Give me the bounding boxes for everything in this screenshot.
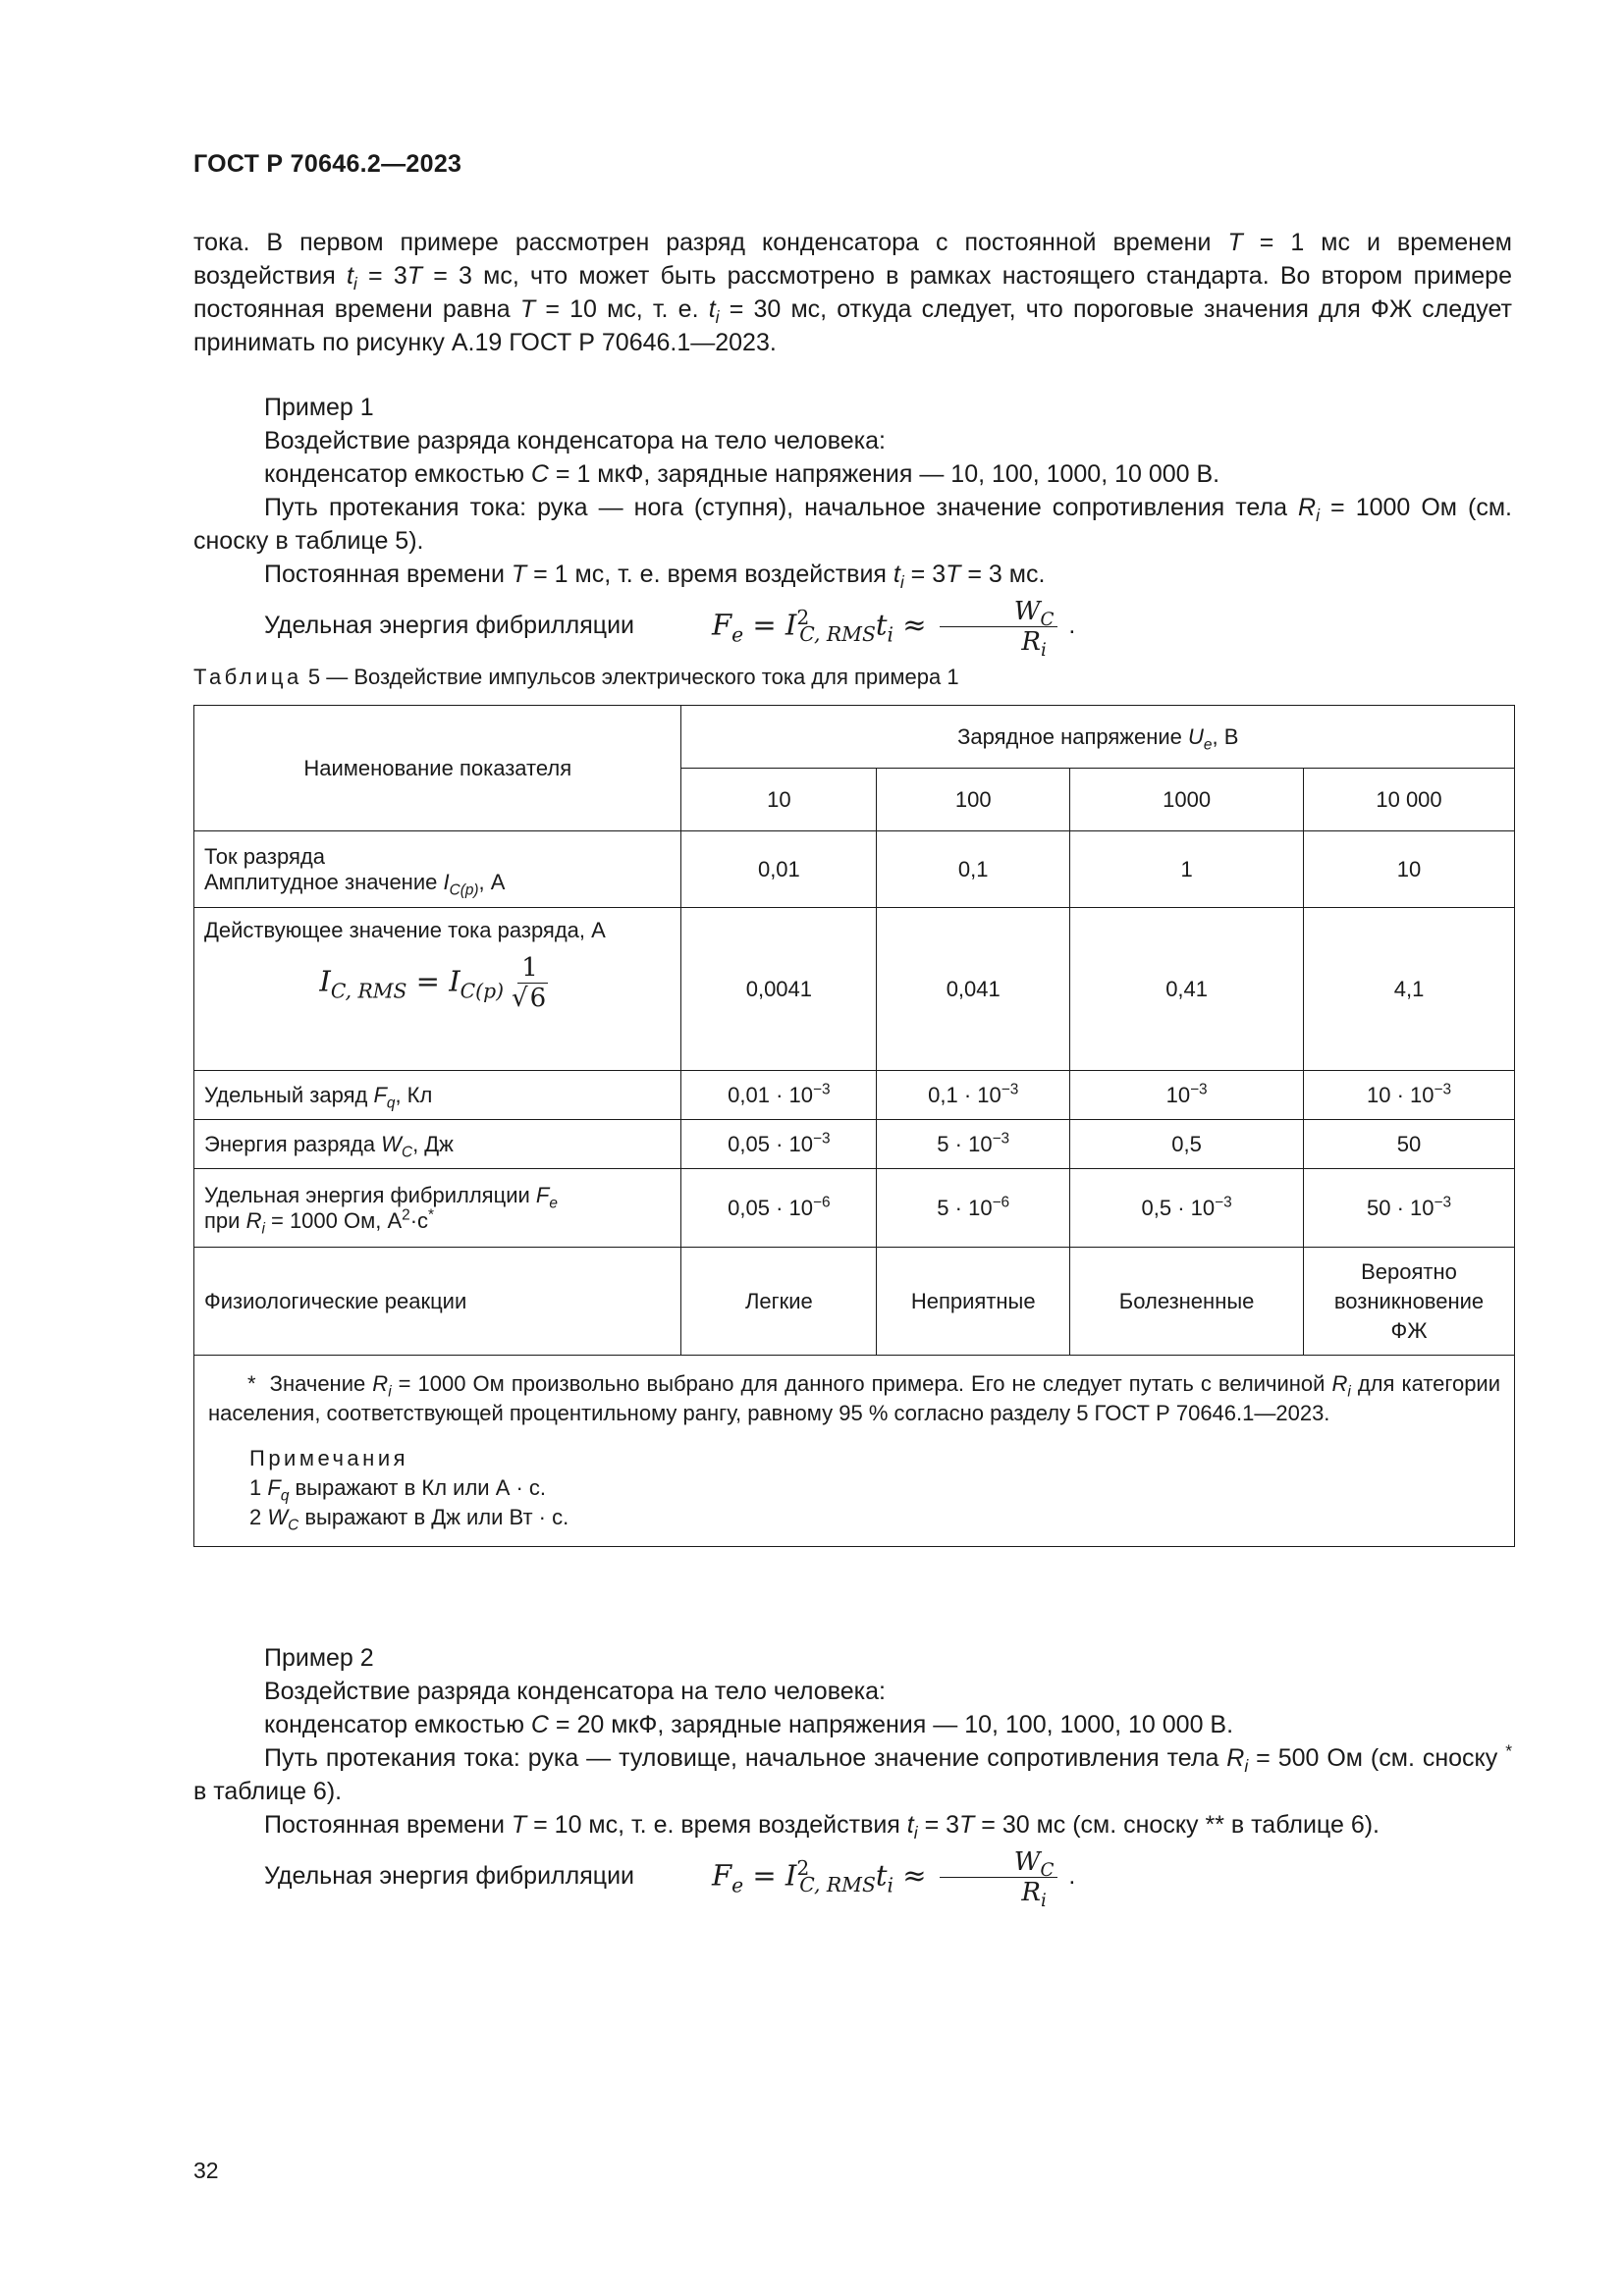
table-row — [194, 831, 1515, 908]
example-1 — [193, 391, 1512, 662]
cell: $5 \cdot 10^{-3}$ — [877, 1120, 1070, 1169]
cell: 0,01 — [681, 831, 877, 908]
example-1-formula-line: Удельная энергия фибрилляции $F_e = I^2_{C, RMS}t_i$ ≈ $\frac{W_C}{R_i}$ . — [264, 597, 1076, 662]
example-2-line2: конденсатор емкостью C = 20 мкФ, зарядные напряжения — 10, 100, 1000, 10 000 В. — [264, 1711, 1234, 1738]
cell: 0,041 — [877, 908, 1070, 1071]
cell: $0,01 \cdot 10^{-3}$ — [681, 1071, 877, 1120]
notes-title: Примечания — [249, 1446, 409, 1470]
example-2-title: Пример 2 — [264, 1644, 374, 1672]
table-row — [194, 1071, 1515, 1120]
cell: $0,05 \cdot 10^{-6}$ — [681, 1169, 877, 1248]
cell: 1 — [1070, 831, 1304, 908]
table-row — [194, 1120, 1515, 1169]
example-2 — [193, 1641, 1512, 1912]
example-1-title: Пример 1 — [264, 394, 374, 421]
note-2: 2 $W_C$ выражают в Дж или Вт · с. — [249, 1505, 569, 1534]
table-row — [194, 908, 1515, 1071]
row-label: Энергия разряда $W_C$, Дж — [194, 1120, 681, 1169]
example-1-line2: конденсатор емкостью C = 1 мкФ, зарядные напряжения — 10, 100, 1000, 10 000 В. — [264, 460, 1220, 488]
example-1-line1: Воздействие разряда конденсатора на тело человека: — [264, 427, 886, 454]
example-2-line3: Путь протекания тока: рука — туловище, начальное значение сопротивления тела $R_i = 500$ Ом (см. сноску * в таблице 6). — [193, 1740, 1512, 1805]
table-5 — [193, 705, 1515, 1547]
table-row — [194, 1169, 1515, 1248]
voltage-header: Зарядное напряжение $U_e$, В — [681, 706, 1515, 769]
rms-formula: $I_{C, RMS} = I_{C(p)}$ $\frac{1}{√6}$ — [319, 953, 547, 1013]
fibrillation-formula: $F_e = I^2_{C, RMS}t_i$ ≈ $\frac{W_C}{R_i}$ — [641, 1847, 1061, 1907]
cell: 0,5 — [1070, 1120, 1304, 1169]
voltage-10000: 10 000 — [1304, 769, 1515, 831]
cell: Легкие — [681, 1248, 877, 1356]
table-notes-row — [194, 1356, 1515, 1547]
intro-paragraph: тока. В первом примере рассмотрен разряд конденсатора с постоянной времени T = 1 мс и временем воздействия $t_i = 3T = 3$ мс, что может быть рассмотрено в рамках настоящего стандарта. Во втором примере постоянная времени равна T = 10 мс, т. е. $t_i = 30$ мс, откуда следует, что пороговые значения для ФЖ следует принимать по рисунку А.19 ГОСТ Р 70646.1—2023. — [193, 229, 1512, 356]
cell: 4,1 — [1304, 908, 1515, 1071]
fibrillation-formula: $F_e = I^2_{C, RMS}t_i$ ≈ $\frac{W_C}{R_i}$ — [641, 597, 1061, 657]
page-header: ГОСТ Р 70646.2—2023 — [193, 150, 462, 178]
cell: $50 \cdot 10^{-3}$ — [1304, 1169, 1515, 1248]
voltage-1000: 1000 — [1070, 769, 1304, 831]
cell: $5 \cdot 10^{-6}$ — [877, 1169, 1070, 1248]
cell: Неприятные — [877, 1248, 1070, 1356]
cell: $10^{-3}$ — [1070, 1071, 1304, 1120]
table-notes — [194, 1356, 1515, 1547]
example-2-line1: Воздействие разряда конденсатора на тело человека: — [264, 1678, 886, 1705]
example-2-formula-line: Удельная энергия фибрилляции $F_e = I^2_{C, RMS}t_i$ ≈ $\frac{W_C}{R_i}$ . — [264, 1847, 1076, 1912]
note-1: 1 $F_q$ выражают в Кл или А · с. — [249, 1475, 547, 1505]
row-label: Удельная энергия фибрилляции $F_e$ при $R_i = 1000$ Ом, $А^2\cdot с^*$ — [194, 1169, 681, 1248]
example-2-line4: Постоянная времени T = 10 мс, т. е. время воздействия $t_i = 3T = 30$ мс (см. сноску ** в таблице 6). — [264, 1811, 1380, 1842]
example-1-line3: Путь протекания тока: рука — нога (ступня), начальное значение сопротивления тела $R_i = 1000$ Ом (см. сноску в таблице 5). — [193, 494, 1512, 555]
cell: Болезненные — [1070, 1248, 1304, 1356]
cell: Вероятно возникновение ФЖ — [1304, 1248, 1515, 1356]
cell: $10 \cdot 10^{-3}$ — [1304, 1071, 1515, 1120]
row-label: Действующее значение тока разряда, А $I_{C, RMS} = I_{C(p)}$ $\frac{1}{√6}$ — [194, 908, 681, 1071]
cell: 0,0041 — [681, 908, 877, 1071]
cell: $0,05 \cdot 10^{-3}$ — [681, 1120, 877, 1169]
row-label: Физиологические реакции — [194, 1248, 681, 1356]
table-row — [194, 1248, 1515, 1356]
voltage-100: 100 — [877, 769, 1070, 831]
table-footnote: * Значение $R_i = 1000$ Ом произвольно выбрано для данного примера. Его не следует путать с величиной $R_i$ для категории населения, соответствующей процентильному рангу, равному 95 % согласно разделу 5 ГОСТ Р 70646.1—2023. — [208, 1371, 1501, 1425]
cell: $0,1 \cdot 10^{-3}$ — [877, 1071, 1070, 1120]
table-caption: Таблица 5 — Воздействие импульсов электрического тока для примера 1 — [193, 665, 959, 689]
cell: 10 — [1304, 831, 1515, 908]
row-label: Ток разряда Амплитудное значение $I_{C(p)}$, А — [194, 831, 681, 908]
example-1-line4: Постоянная времени T = 1 мс, т. е. время воздействия $t_i = 3T = 3$ мс. — [264, 561, 1046, 592]
page-number: 32 — [193, 2158, 219, 2183]
cell: $0,5 \cdot 10^{-3}$ — [1070, 1169, 1304, 1248]
voltage-10: 10 — [681, 769, 877, 831]
cell: 0,1 — [877, 831, 1070, 908]
param-header: Наименование показателя — [194, 706, 681, 831]
cell: 0,41 — [1070, 908, 1304, 1071]
cell: 50 — [1304, 1120, 1515, 1169]
row-label: Удельный заряд $F_q$, Кл — [194, 1071, 681, 1120]
